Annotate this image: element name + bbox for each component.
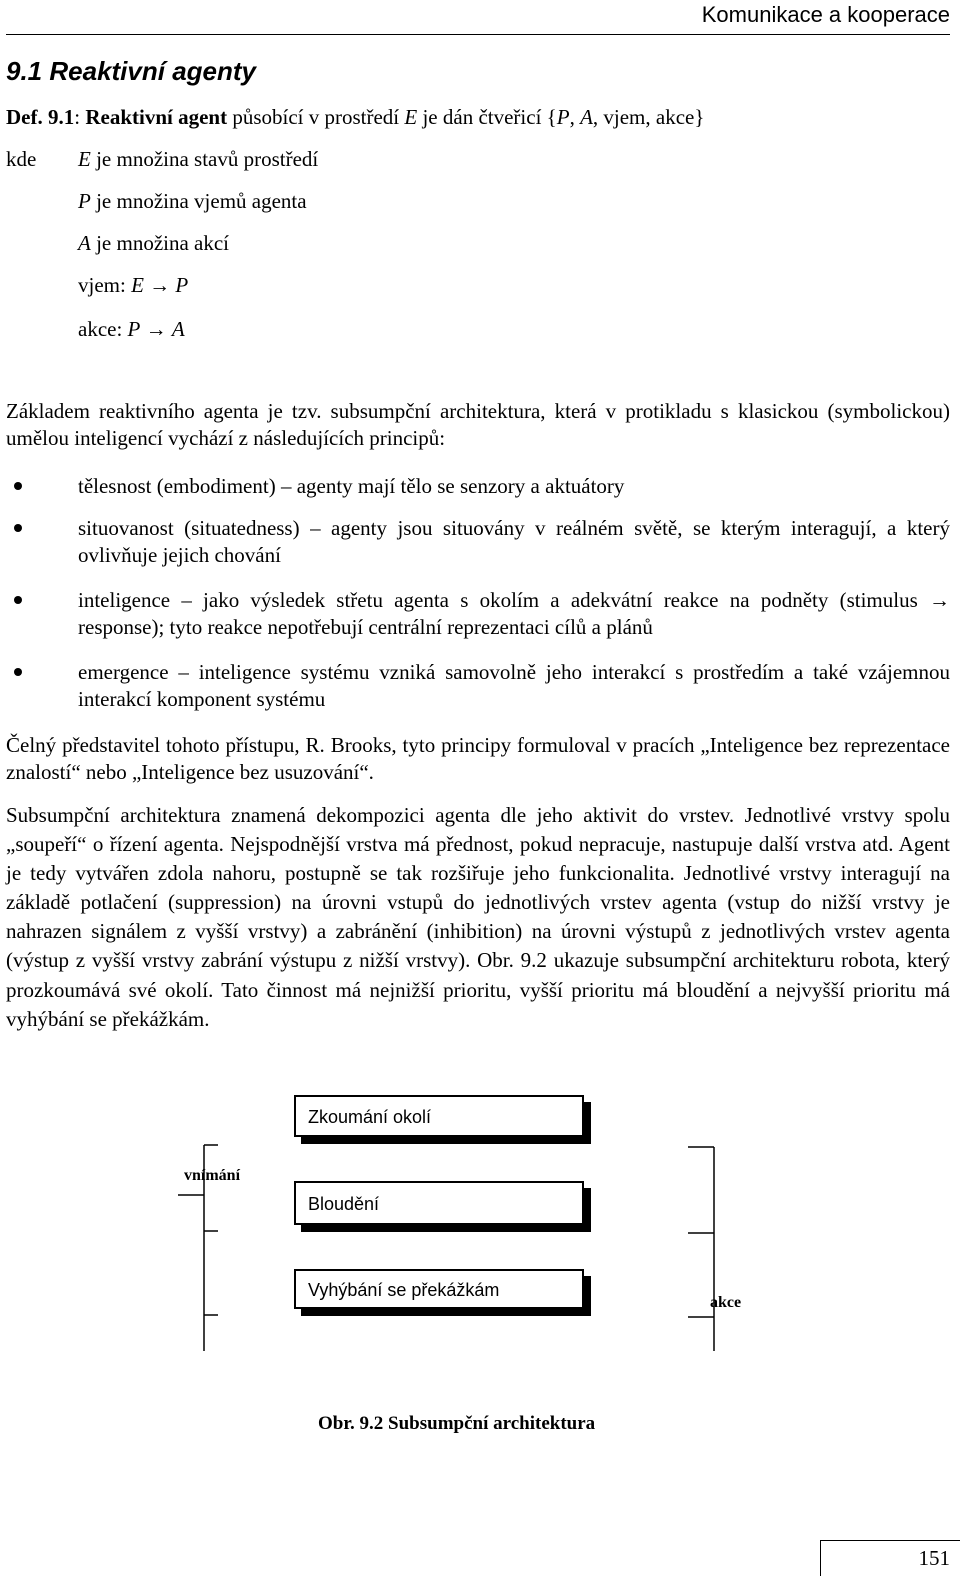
definition-label: Def. 9.1 (6, 105, 75, 129)
page-number: 151 (918, 1546, 950, 1570)
bullet-item: inteligence – jako výsledek střetu agenta s okolím a adekvátní reakce na podněty (stimulus → response); tyto reakce nepotřebují centrální reprezentaci cílů a plánů (78, 588, 950, 639)
figure-caption: Obr. 9.2 Subsumpční architektura (318, 1413, 596, 1434)
definition-line: Def. 9.1: Reaktivní agent působící v prostředí E je dán čtveřicí {P, A, vjem, akce} (6, 105, 705, 129)
definition-item: A je množina akcí (78, 231, 230, 255)
layer-box: Zkoumání okolí (294, 1095, 584, 1137)
layer-box: Bloudění (294, 1181, 584, 1225)
bullet-icon (14, 668, 22, 676)
bullet-item: emergence – inteligence systému vzniká samovolně jeho interakcí s prostředím a také vzájemnou interakcí komponent systému (78, 660, 950, 711)
bullet-icon (14, 596, 22, 604)
vjem-mapping: vjem: E → P (78, 273, 189, 297)
bullet-icon (14, 524, 22, 532)
definition-item: E je množina stavů prostředí (78, 147, 319, 171)
arrow-icon: → (145, 317, 167, 341)
subsumption-paragraph: Subsumpční architektura znamená dekompozici agenta dle jeho aktivit do vrstev. Jednotlivé vrstvy spolu „soupeří“ o řízení agenta. Nejspodnější vrstva má přednost, pokud nepracuje, nastupuje další vrstva atd. Agent je tedy vytvářen zdola nahoru, postupně se tak rozšiřuje jeho funkcionalita. Jednotlivé vrstvy interagují na základě potlačení (suppression) na úrovni vstupů do jednotlivých vrstev agenta (vstup do nižší vrstvy je nahrazen signálem z vyšší vrstvy) a zabránění (inhibition) na úrovni výstupů z jednotlivých vrstev agenta (výstup z vyšší vrstvy zabrání výstupu z nižší vrstvy). Obr. 9.2 ukazuje subsumpční architekturu robota, který prozkoumává své okolí. Tato činnost má nejnižší prioritu, vyšší prioritu má bloudění a nejvyšší prioritu má vyhýbání se překážkám. (6, 803, 950, 1031)
input-label: vnímání (184, 1167, 241, 1184)
akce-mapping: akce: P → A (78, 317, 185, 341)
section-title: 9.1 Reaktivní agenty (6, 56, 256, 86)
bullet-item: situovanost (situatedness) – agenty jsou situovány v reálném světě, se kterým interagují, a který ovlivňuje jejich chování (78, 516, 950, 567)
brooks-paragraph: Čelný představitel tohoto přístupu, R. Brooks, tyto principy formuloval v pracích „Inteligence bez reprezentace znalostí“ nebo „Inteligence bez usuzování“. (6, 733, 950, 784)
header-rule (6, 34, 950, 35)
arrow-icon: → (149, 273, 171, 297)
chapter-header: Komunikace a kooperace (701, 2, 950, 27)
intro-paragraph: Základem reaktivního agenta je tzv. subsumpční architektura, která v protikladu s klasickou (symbolickou) umělou inteligencí vychází z následujících principů: (6, 399, 950, 450)
bullet-icon (14, 482, 22, 490)
output-label: akce (710, 1294, 742, 1311)
definition-item: P je množina vjemů agenta (78, 189, 307, 213)
layer-box: Vyhýbání se překážkám (294, 1269, 584, 1309)
kde-label: kde (6, 147, 37, 171)
bullet-item: tělesnost (embodiment) – agenty mají tělo se senzory a aktuátory (78, 474, 625, 498)
definition-term: Reaktivní agent (85, 105, 228, 129)
